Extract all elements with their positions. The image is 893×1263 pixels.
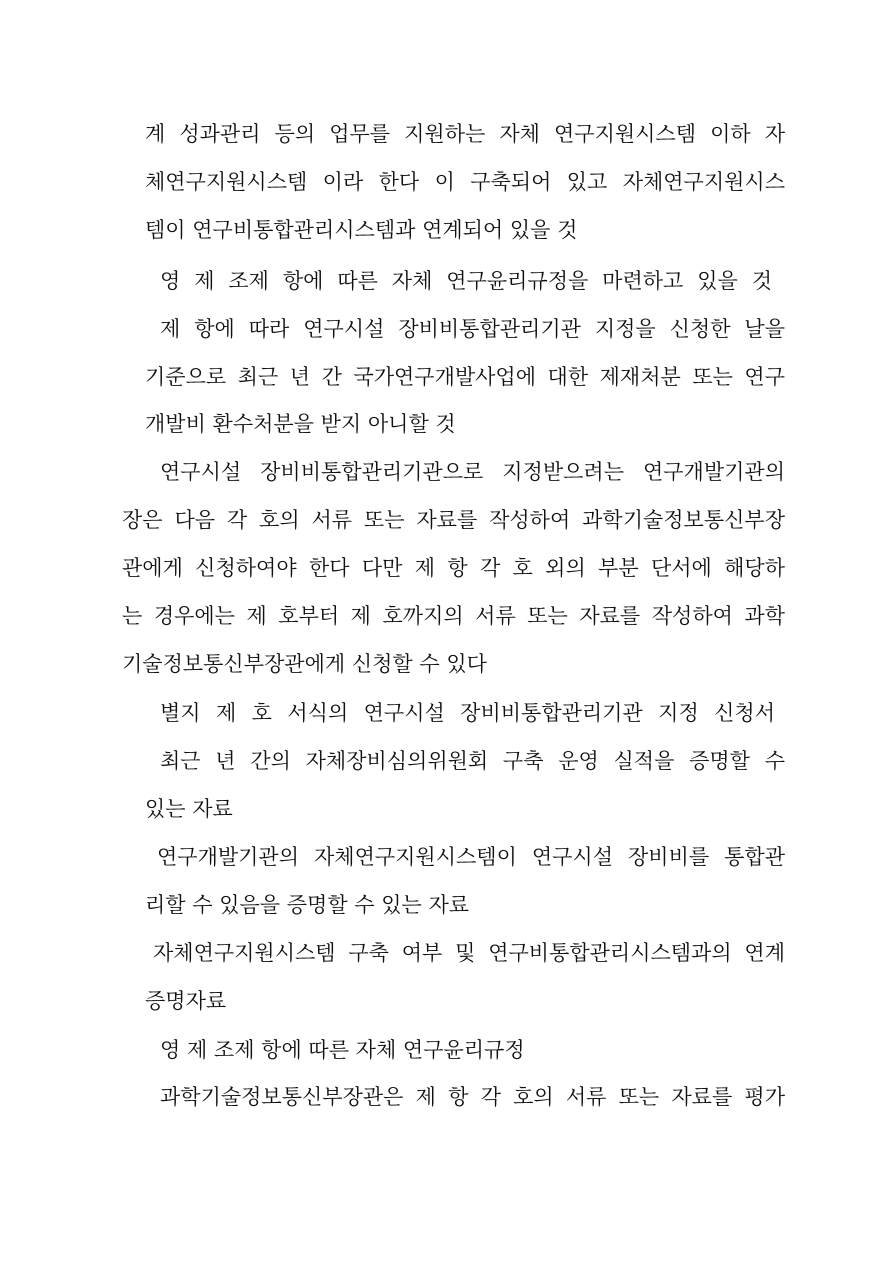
text-line: 기준으로 최근 년 간 국가연구개발사업에 대한 제재처분 또는 연구: [145, 365, 785, 389]
text-line: 있는 자료: [145, 797, 233, 821]
text-line: 제 항에 따라 연구시설 장비비통합관리기관 지정을 신청한 날을: [160, 317, 785, 341]
text-line: 자체연구지원시스템 구축 여부 및 연구비통합관리시스템과의 연계: [153, 941, 785, 965]
text-line: 과학기술정보통신부장관은 제 항 각 호의 서류 또는 자료를 평가: [160, 1085, 785, 1109]
text-line: 영 제 조제 항에 따른 자체 연구윤리규정을 마련하고 있을 것: [160, 269, 772, 293]
text-line: 관에게 신청하여야 한다 다만 제 항 각 호 외의 부분 단서에 해당하: [122, 556, 785, 580]
text-line: 는 경우에는 제 호부터 제 호까지의 서류 또는 자료를 작성하여 과학: [122, 604, 785, 628]
text-line: 리할 수 있음을 증명할 수 있는 자료: [145, 893, 470, 917]
text-line: 영 제 조제 항에 따른 자체 연구윤리규정: [160, 1038, 525, 1062]
text-line: 최근 년 간의 자체장비심의위원회 구축 운영 실적을 증명할 수: [160, 749, 785, 773]
text-line: 연구개발기관의 자체연구지원시스템이 연구시설 장비비를 통합관: [157, 845, 785, 869]
text-line: 개발비 환수처분을 받지 아니할 것: [145, 412, 456, 436]
text-line: 체연구지원시스템 이라 한다 이 구축되어 있고 자체연구지원시스: [145, 170, 785, 194]
text-line: 계 성과관리 등의 업무를 지원하는 자체 연구지원시스템 이하 자: [145, 122, 785, 146]
text-line: 기술정보통신부장관에게 신청할 수 있다: [122, 652, 487, 676]
text-line: 연구시설 장비비통합관리기관으로 지정받으려는 연구개발기관의: [160, 460, 785, 484]
text-line: 별지 제 호 서식의 연구시설 장비비통합관리기관 지정 신청서: [160, 701, 776, 725]
text-line: 템이 연구비통합관리시스템과 연계되어 있을 것: [145, 218, 578, 242]
text-line: 장은 다음 각 호의 서류 또는 자료를 작성하여 과학기술정보통신부장: [122, 508, 785, 532]
text-line: 증명자료: [145, 989, 227, 1013]
